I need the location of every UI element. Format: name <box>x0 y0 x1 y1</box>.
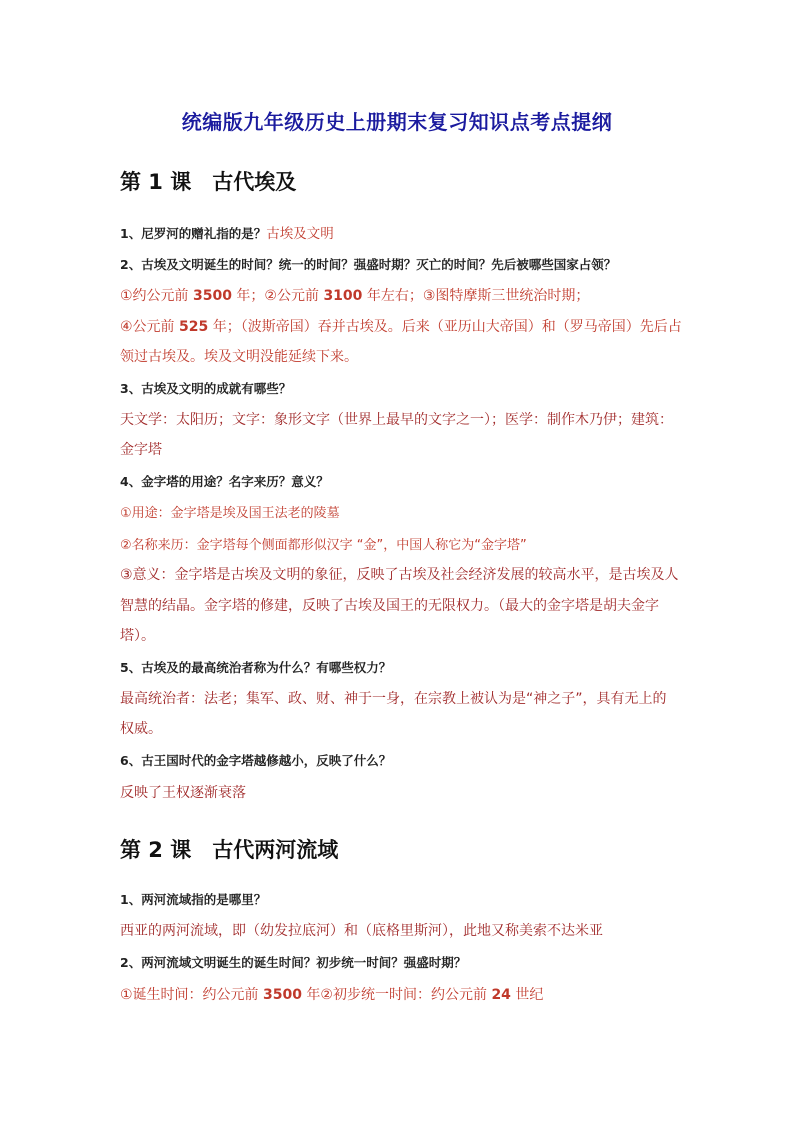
answer-fragment: 年；②公元前 <box>231 288 324 304</box>
lesson-1-question-6: 6、古王国时代的金字塔越修越小，反映了什么？ <box>120 753 392 768</box>
lesson-1-answer-3-line-2: 金字塔 <box>120 442 162 458</box>
answer-number: 3500 <box>193 288 232 304</box>
answer-number: 24 <box>491 987 511 1003</box>
lesson-1-question-4: 4、金字塔的用途？名字来历？意义？ <box>120 474 329 489</box>
lesson-2-answer-1: 西亚的两河流域，即（幼发拉底河）和（底格里斯河），此地又称美索不达米亚 <box>120 923 603 939</box>
lesson-1-question-2: 2、古埃及文明诞生的时间？统一的时间？强盛时期？灭亡的时间？先后被哪些国家占领？ <box>120 257 617 272</box>
answer-fragment: ④公元前 <box>120 319 180 335</box>
answer-text: 古埃及文明 <box>266 226 334 242</box>
lesson-1-answer-6: 反映了王权逐渐衰落 <box>120 785 246 801</box>
lesson-1-answer-5-line-1: 最高统治者：法老；集军、政、财、神于一身，在宗教上被认为是“神之子”，具有无上的 <box>120 691 667 707</box>
answer-fragment: ①诞生时间：约公元前 <box>120 987 264 1003</box>
lesson-2-answer-2 <box>120 984 543 1004</box>
answer-fragment: 年左右；③图特摩斯三世统治时期； <box>362 288 590 304</box>
answer-fragment: 世纪 <box>510 987 544 1003</box>
lesson-1-answer-4-line-2: ②名称来历：金字塔每个侧面都形似汉字 “金”，中国人称它为“金字塔” <box>120 538 527 553</box>
lesson-1-answer-2-line-1 <box>120 285 589 305</box>
question-text: 1、尼罗河的赠礼指的是？ <box>120 226 267 241</box>
lesson-1-answer-2-line-3: 领过古埃及。埃及文明没能延续下来。 <box>120 349 358 365</box>
lesson-1-answer-3-line-1: 天文学：太阳历；文字：象形文字（世界上最早的文字之一）；医学：制作木乃伊；建筑： <box>120 412 673 428</box>
lesson-2-question-1: 1、两河流域指的是哪里？ <box>120 892 267 907</box>
lesson-1-question-3: 3、古埃及文明的成就有哪些？ <box>120 381 292 396</box>
answer-fragment: 年；（波斯帝国）吞并古埃及。后来（亚历山大帝国）和（罗马帝国）先后占 <box>208 319 682 335</box>
lesson-1-question-1 <box>120 222 334 242</box>
lesson-1-answer-5-line-2: 权威。 <box>120 721 162 737</box>
lesson-2-question-2: 2、两河流域文明诞生的诞生时间？初步统一时间？强盛时期？ <box>120 955 467 970</box>
answer-number: 525 <box>179 319 209 335</box>
answer-number: 3500 <box>263 987 302 1003</box>
lesson-2-heading: 第 2 课 古代两河流域 <box>120 838 339 862</box>
lesson-1-answer-4-line-3: ③意义：金字塔是古埃及文明的象征，反映了古埃及社会经济发展的较高水平，是古埃及人 <box>120 567 679 583</box>
answer-number: 3100 <box>323 288 363 304</box>
lesson-1-answer-4-line-1: ①用途：金字塔是埃及国王法老的陵墓 <box>120 506 340 521</box>
lesson-1-question-5: 5、古埃及的最高统治者称为什么？有哪些权力？ <box>120 660 392 675</box>
answer-fragment: ①约公元前 <box>120 288 194 304</box>
document-title: 统编版九年级历史上册期末复习知识点考点提纲 <box>181 110 613 134</box>
answer-fragment: 年②初步统一时间：约公元前 <box>301 987 492 1003</box>
lesson-1-heading: 第 1 课 古代埃及 <box>120 170 297 194</box>
lesson-1-answer-4-line-4: 智慧的结晶。金字塔的修建，反映了古埃及国王的无限权力。（最大的金字塔是胡夫金字 <box>120 598 659 614</box>
lesson-1-answer-4-line-5: 塔）。 <box>120 628 155 644</box>
lesson-1-answer-2-line-2 <box>120 316 682 336</box>
